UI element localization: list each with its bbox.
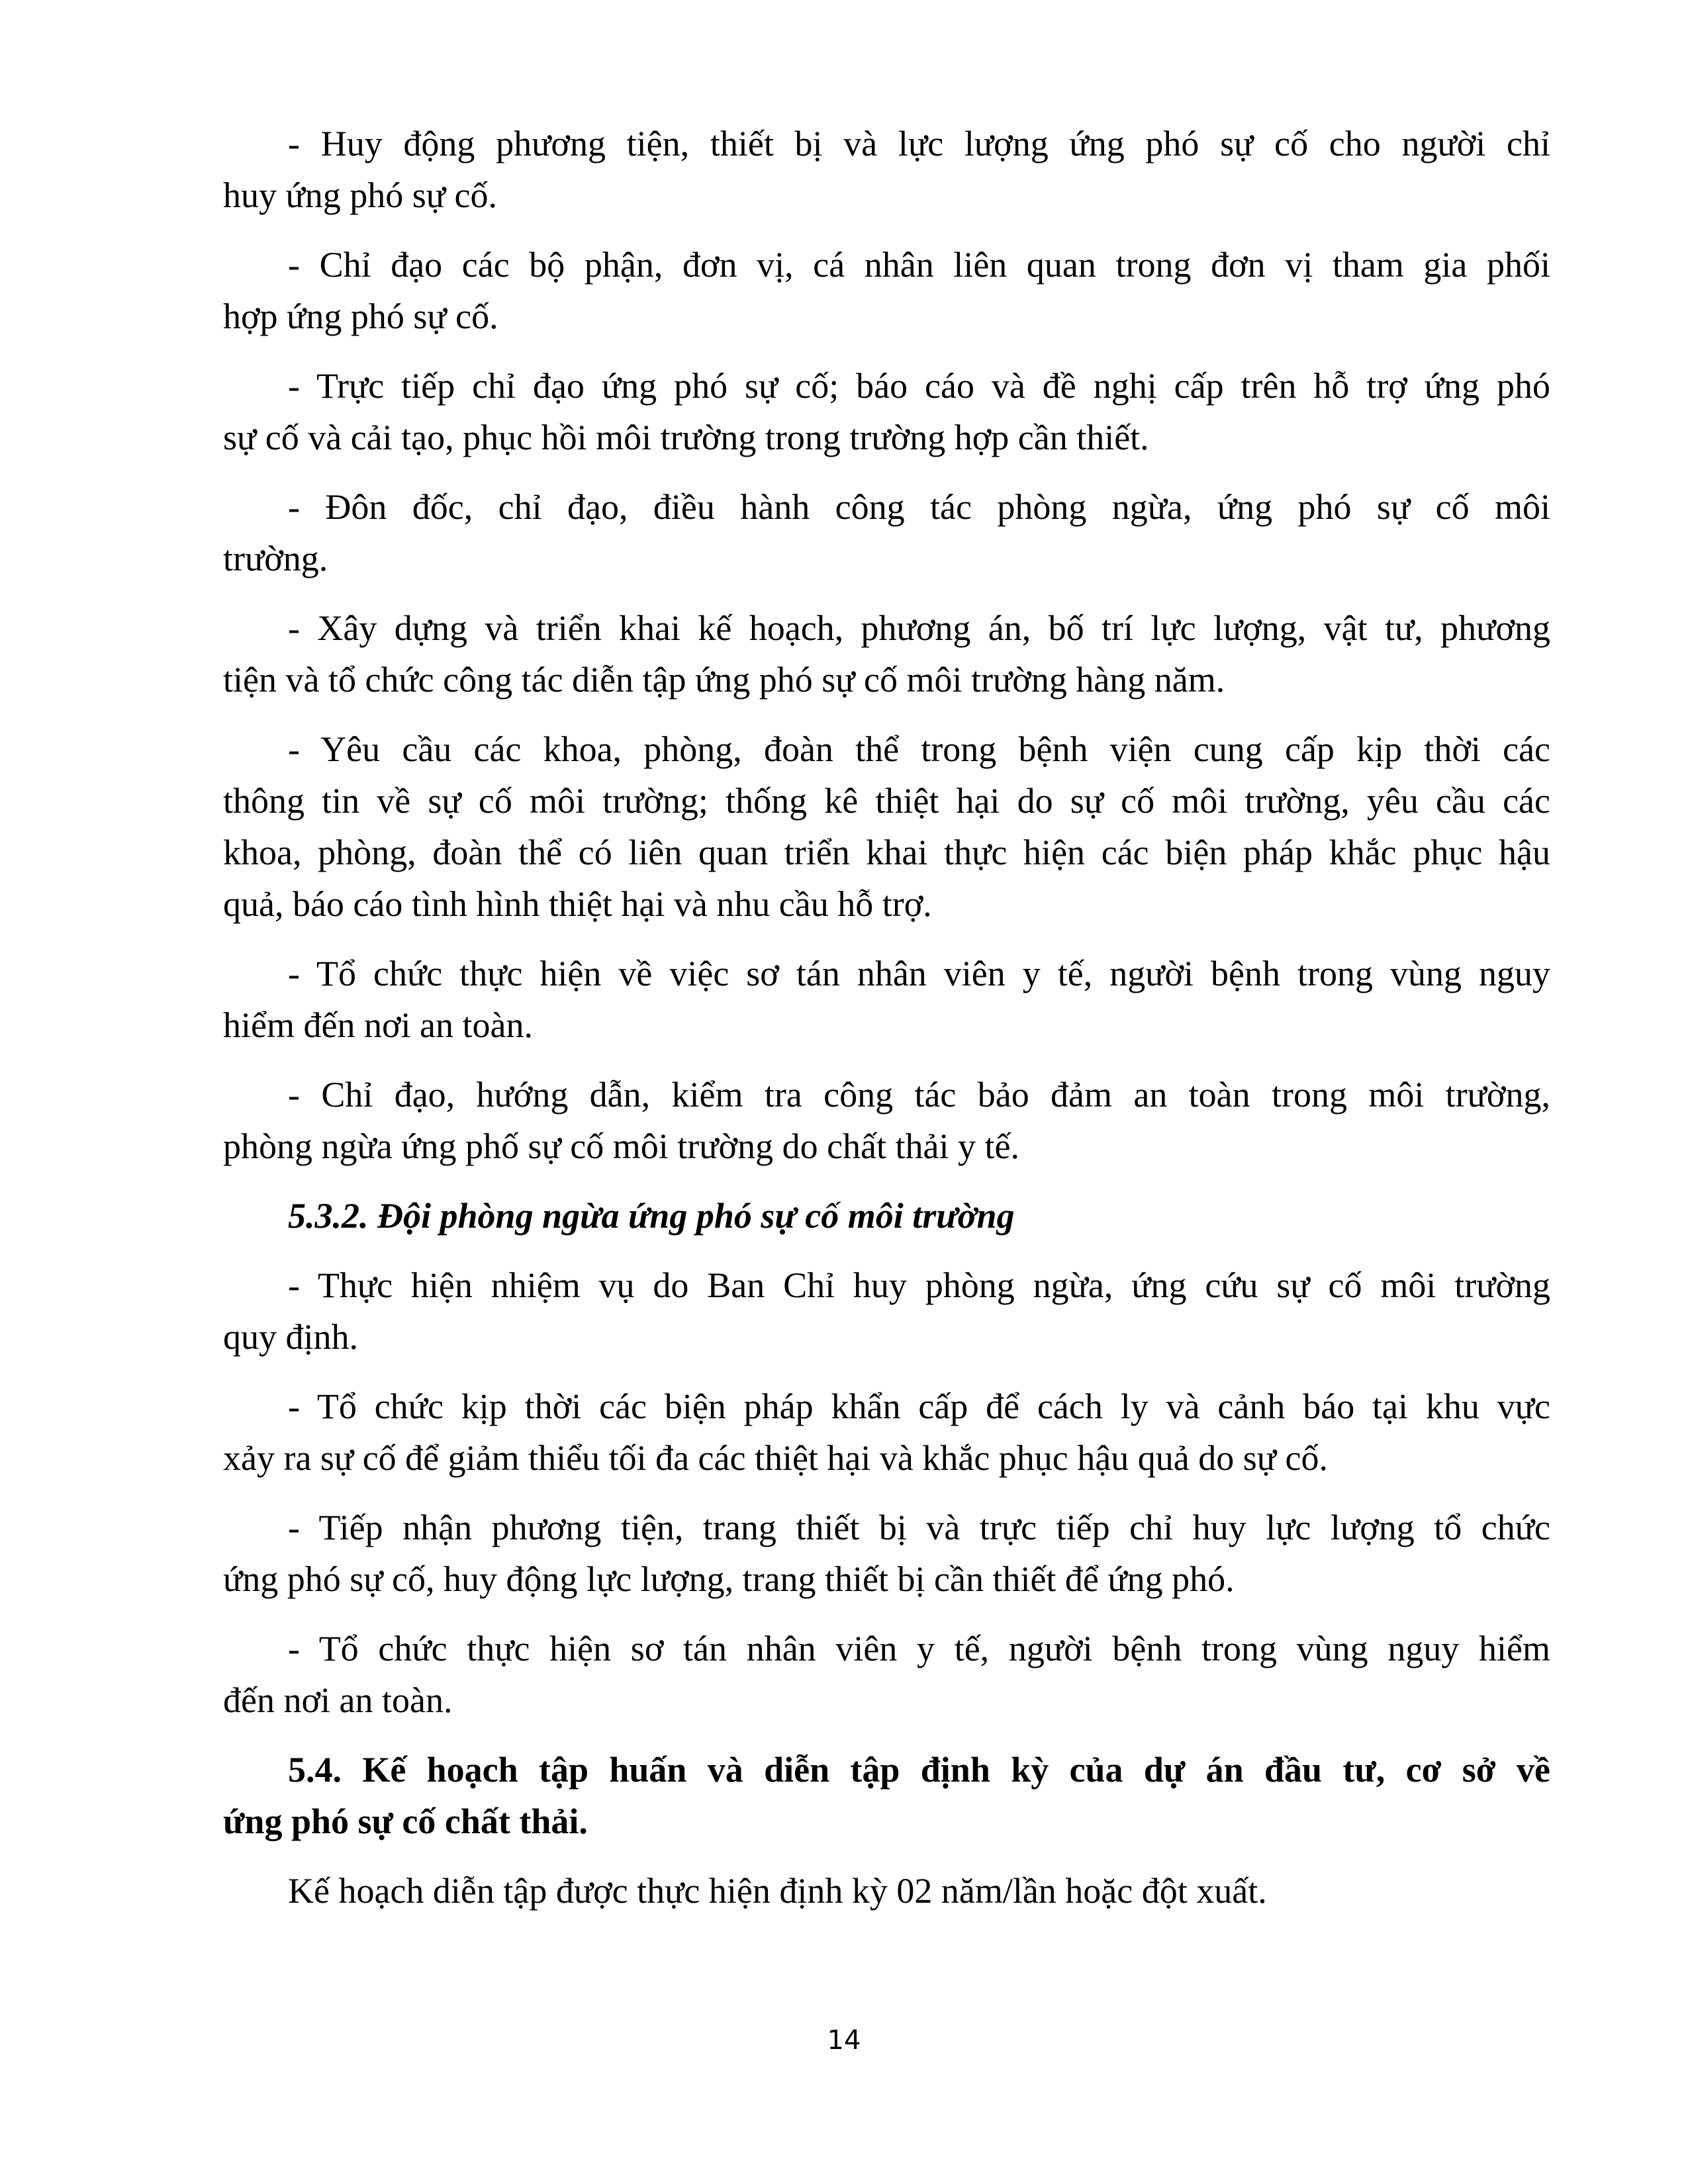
bullet-paragraph [223,1381,1550,1484]
document-body [223,118,1550,1934]
subsection-heading [223,1190,1550,1242]
page-number: 14 [827,2025,861,2056]
text-line: ứng phó sự cố, huy động lực lượng, trang thiết bị cần thiết để ứng phó. [223,1559,1235,1599]
text-line: Kế hoạch diễn tập được thực hiện định kỳ 02 năm/lần hoặc đột xuất. [288,1871,1267,1911]
bullet-paragraph [223,481,1550,584]
text-line: - Chỉ đạo các bộ phận, đơn vị, cá nhân liên quan trong đơn vị tham gia phối [288,245,1550,285]
bullet-paragraph [223,948,1550,1051]
bullet-paragraph [223,602,1550,705]
section-heading-text: ứng phó sự cố chất thải. [223,1801,588,1841]
bullet-paragraph [223,360,1550,463]
text-line: - Chỉ đạo, hướng dẫn, kiểm tra công tác bảo đảm an toàn trong môi trường, [288,1075,1550,1115]
text-line: quy định. [223,1317,359,1357]
text-line: sự cố và cải tạo, phục hồi môi trường trong trường hợp cần thiết. [223,418,1149,457]
text-line: quả, báo cáo tình hình thiệt hại và nhu cầu hỗ trợ. [223,884,932,924]
text-line: - Xây dựng và triển khai kế hoạch, phương án, bố trí lực lượng, vật tư, phương [288,608,1550,648]
text-line: phòng ngừa ứng phố sự cố môi trường do chất thải y tế. [223,1126,1019,1166]
text-line: - Trực tiếp chỉ đạo ứng phó sự cố; báo cáo và đề nghị cấp trên hỗ trợ ứng phó [288,366,1550,406]
text-line: - Tổ chức thực hiện về việc sơ tán nhân viên y tế, người bệnh trong vùng nguy [288,954,1550,993]
text-line: đến nơi an toàn. [223,1680,453,1720]
text-line: - Yêu cầu các khoa, phòng, đoàn thể trong bệnh viện cung cấp kịp thời các [288,729,1550,769]
text-line: hợp ứng phó sự cố. [223,296,498,336]
text-line: xảy ra sự cố để giảm thiểu tối đa các thiệt hại và khắc phục hậu quả do sự cố. [223,1438,1328,1478]
section-heading-text: 5.4. Kế hoạch tập huấn và diễn tập định kỳ của dự án đầu tư, cơ sở về [288,1750,1550,1790]
bullet-paragraph [223,239,1550,342]
text-line: huy ứng phó sự cố. [223,175,498,215]
bullet-paragraph [223,1623,1550,1726]
text-line: thông tin về sự cố môi trường; thống kê thiệt hại do sự cố môi trường, yêu cầu các [223,781,1550,821]
text-line: tiện và tổ chức công tác diễn tập ứng phó sự cố môi trường hàng năm. [223,660,1225,700]
text-line: - Thực hiện nhiệm vụ do Ban Chỉ huy phòng ngừa, ứng cứu sự cố môi trường [288,1265,1550,1305]
bullet-paragraph [223,1259,1550,1363]
text-line: hiểm đến nơi an toàn. [223,1005,533,1045]
section-heading [223,1744,1550,1847]
bullet-paragraph [223,118,1550,221]
text-line: - Huy động phương tiện, thiết bị và lực lượng ứng phó sự cố cho người chỉ [288,124,1550,163]
subsection-heading-text: 5.3.2. Đội phòng ngừa ứng phó sự cố môi trường [288,1196,1015,1236]
text-line: - Tổ chức kịp thời các biện pháp khẩn cấp để cách ly và cảnh báo tại khu vực [288,1387,1550,1426]
text-line: - Đôn đốc, chỉ đạo, điều hành công tác phòng ngừa, ứng phó sự cố môi [288,487,1550,527]
text-line: - Tổ chức thực hiện sơ tán nhân viên y tế, người bệnh trong vùng nguy hiểm [288,1629,1550,1668]
text-line: trường. [223,539,328,578]
bullet-paragraph [223,1502,1550,1605]
text-line: - Tiếp nhận phương tiện, trang thiết bị và trực tiếp chỉ huy lực lượng tổ chức [288,1508,1550,1547]
text-line: khoa, phòng, đoàn thể có liên quan triển khai thực hiện các biện pháp khắc phục hậu [223,833,1550,872]
bullet-paragraph [223,723,1550,930]
body-paragraph [223,1865,1550,1917]
bullet-paragraph [223,1069,1550,1172]
